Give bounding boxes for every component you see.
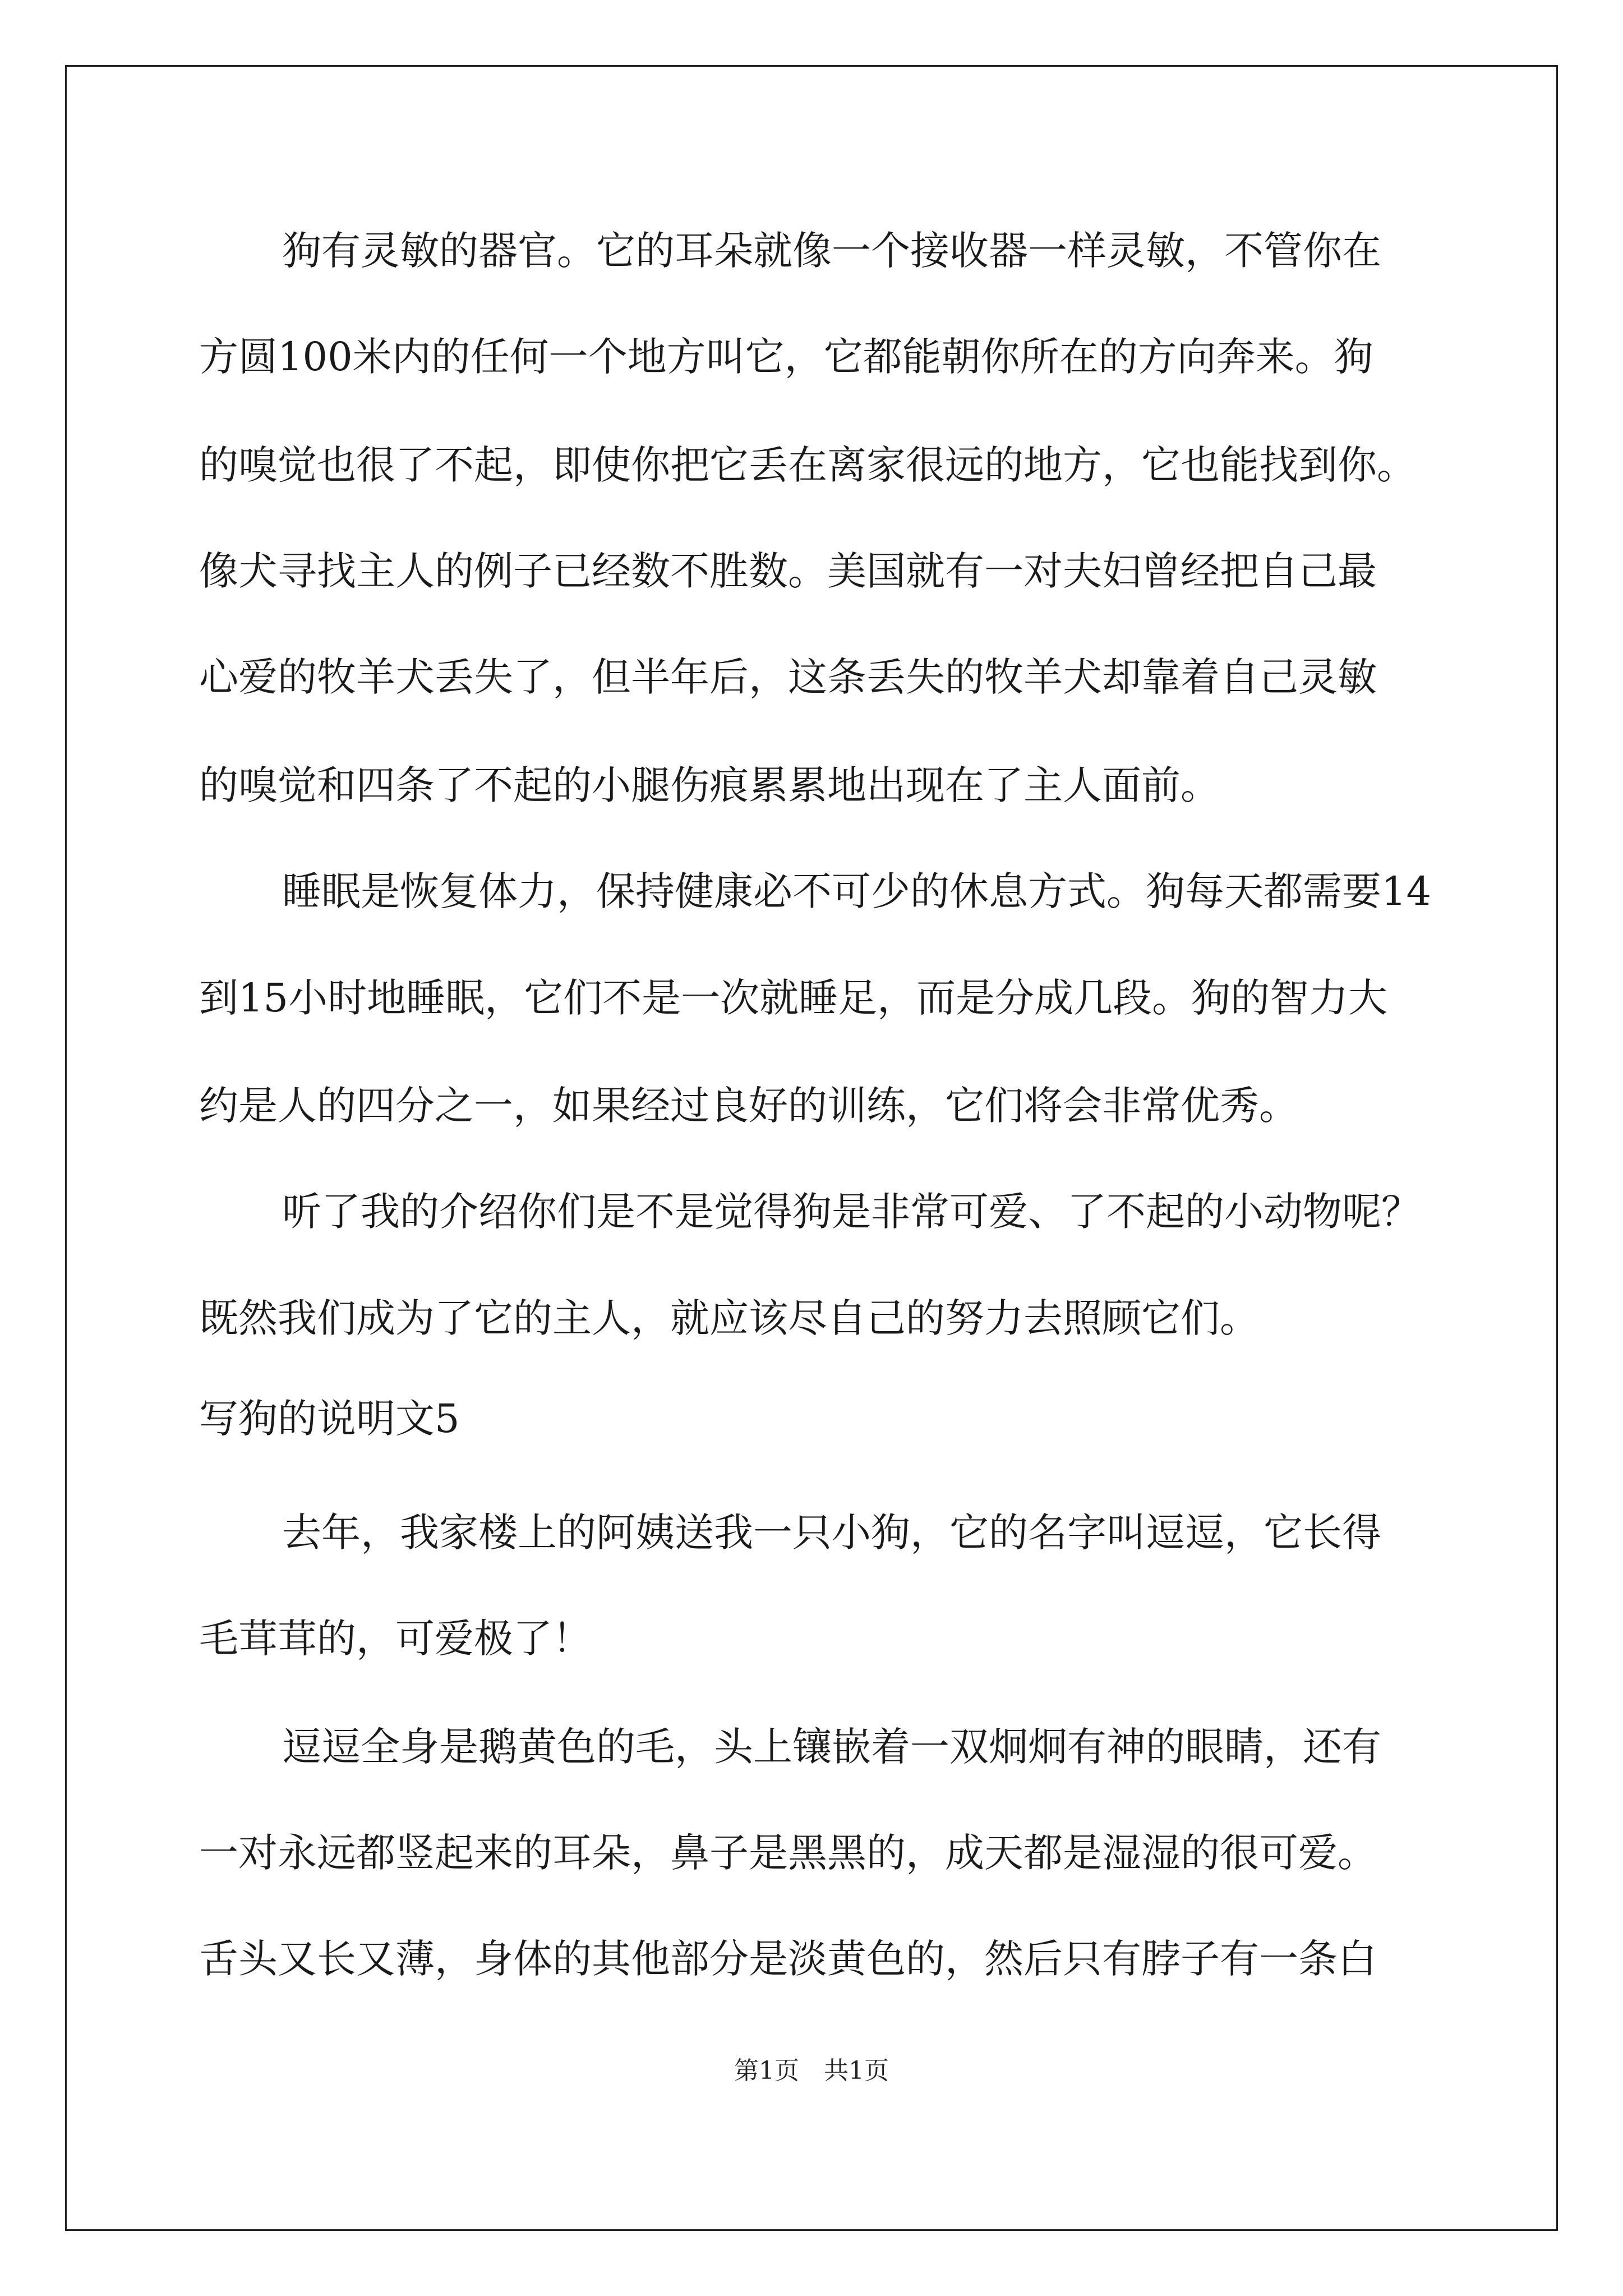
text-line-8: 到15小时地睡眠，它们不是一次就睡足，而是分成几段。狗的智力大: [199, 975, 1388, 1021]
text-line-15: 逗逗全身是鹅黄色的毛，头上镶嵌着一双炯炯有神的眼睛，还有: [282, 1724, 1381, 1770]
text-line-9: 约是人的四分之一，如果经过良好的训练，它们将会非常优秀。: [199, 1083, 1298, 1129]
text-line-14: 毛茸茸的，可爱极了！: [199, 1616, 592, 1662]
text-line-5: 心爱的牧羊犬丢失了，但半年后，这条丢失的牧羊犬却靠着自己灵敏: [199, 654, 1377, 700]
text-line-6: 的嗅觉和四条了不起的小腿伤痕累累地出现在了主人面前。: [199, 762, 1220, 808]
text-line-11: 既然我们成为了它的主人，就应该尽自己的努力去照顾它们。: [199, 1295, 1259, 1341]
page-border: [65, 65, 1558, 2231]
text-line-2: 方圆100米内的任何一个地方叫它，它都能朝你所在的方向奔来。狗: [199, 334, 1373, 380]
section-heading: 写狗的说明文5: [199, 1396, 460, 1442]
text-line-13: 去年，我家楼上的阿姨送我一只小狗，它的名字叫逗逗，它长得: [282, 1510, 1381, 1556]
page-number-footer: 第1页 共1页: [734, 2056, 889, 2085]
text-line-17: 舌头又长又薄，身体的其他部分是淡黄色的，然后只有脖子有一条白: [199, 1936, 1377, 1982]
text-line-7: 睡眠是恢复体力，保持健康必不可少的休息方式。狗每天都需要14: [282, 868, 1432, 914]
text-line-1: 狗有灵敏的器官。它的耳朵就像一个接收器一样灵敏，不管你在: [282, 228, 1381, 274]
text-line-3: 的嗅觉也很了不起，即使你把它丢在离家很远的地方，它也能找到你。: [199, 442, 1416, 488]
text-line-10: 听了我的介绍你们是不是觉得狗是非常可爱、了不起的小动物呢？: [282, 1189, 1421, 1235]
text-line-4: 像犬寻找主人的例子已经数不胜数。美国就有一对夫妇曾经把自己最: [199, 548, 1377, 594]
text-line-16: 一对永远都竖起来的耳朵，鼻子是黑黑的，成天都是湿湿的很可爱。: [199, 1830, 1377, 1876]
